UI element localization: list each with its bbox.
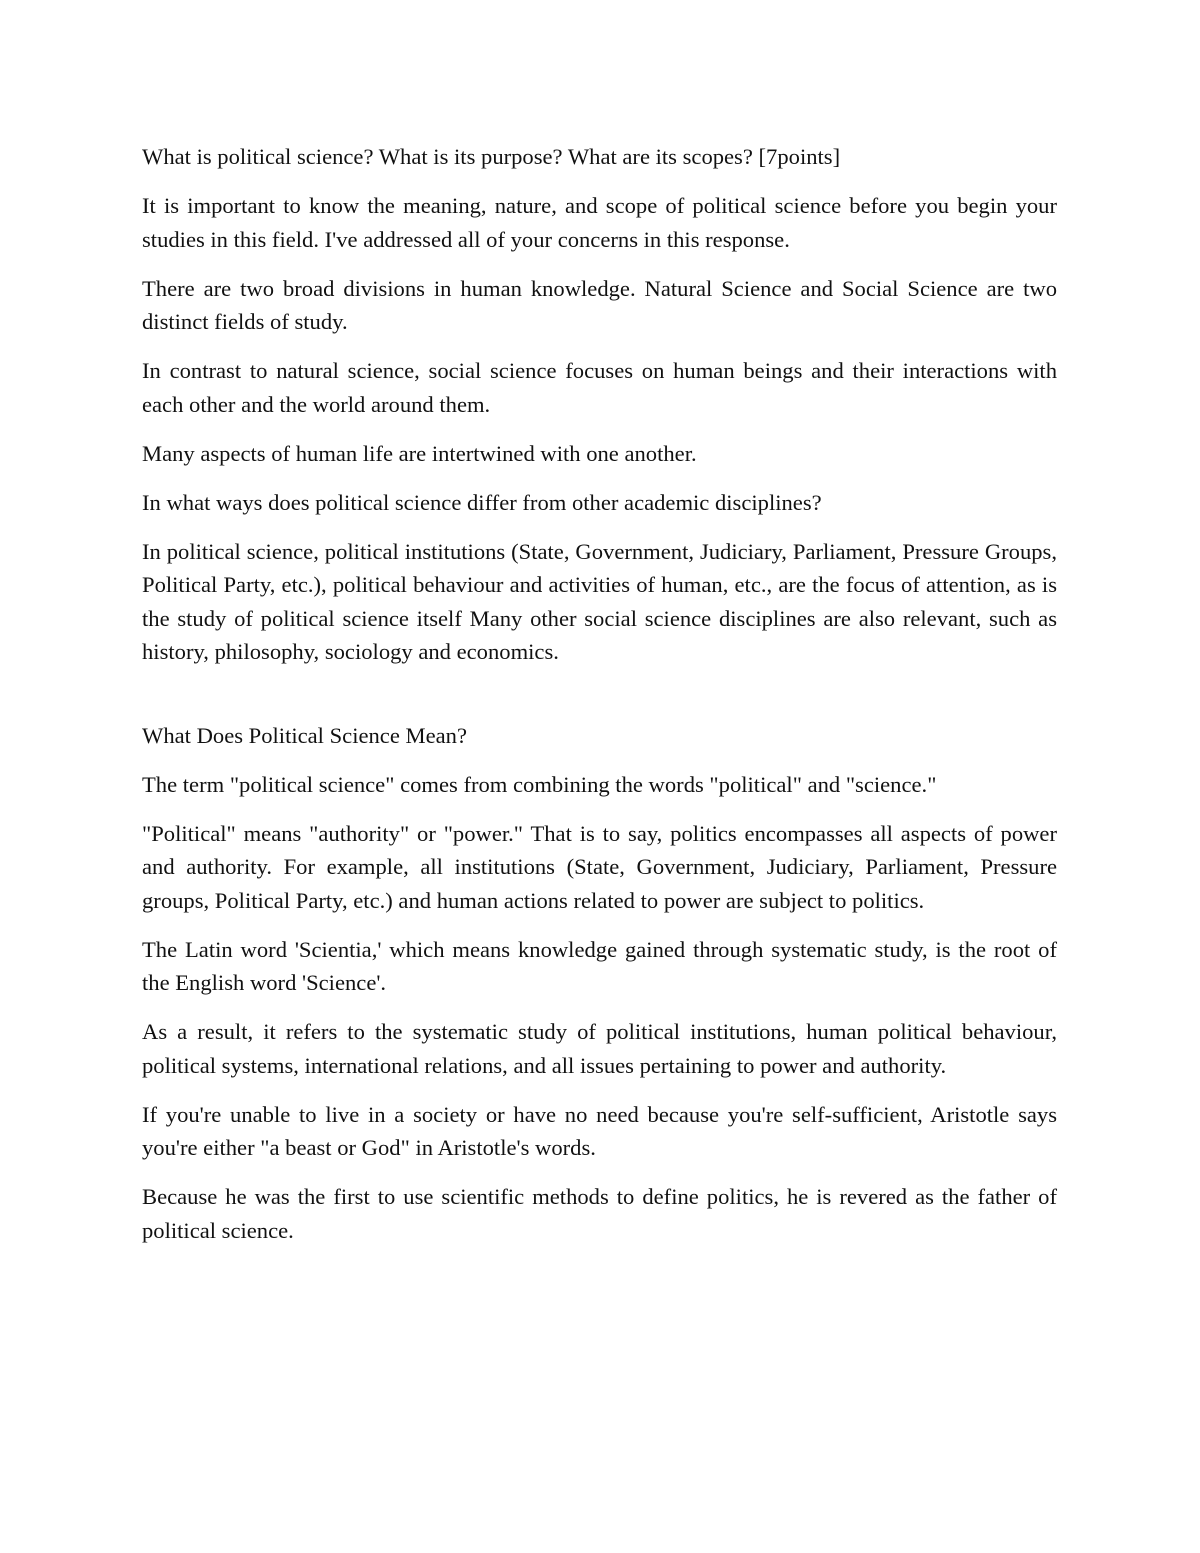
question-heading: What is political science? What is its purpose? What are its scopes? [7points]: [142, 144, 841, 169]
disciplines-question: In what ways does political science differ from other academic disciplines?: [142, 489, 822, 515]
knowledge-divisions-paragraph: There are two broad divisions in human knowledge. Natural Science and Social Science are two distinct fields of study.: [142, 275, 1057, 334]
systematic-study-paragraph: As a result, it refers to the systematic study of political institutions, human political behaviour, political systems, international relations, and all issues pertaining to power and authority.: [142, 1019, 1057, 1078]
intro-paragraph: It is important to know the meaning, nature, and scope of political science before you begin your studies in this field. I've addressed all of your concerns in this response.: [142, 193, 1057, 252]
political-meaning-paragraph: "Political" means "authority" or "power." That is to say, politics encompasses all aspects of power and authority. For example, all institutions (State, Government, Judiciary, Parliament, Pressure groups, Political Party, etc.) and human actions related to power are subject to politics.: [142, 820, 1057, 913]
human-life-paragraph: Many aspects of human life are intertwined with one another.: [142, 440, 697, 466]
aristotle-quote-paragraph: If you're unable to live in a society or have no need because you're self-sufficient, Aristotle says you're either "a beast or God" in Aristotle's words.: [142, 1101, 1057, 1160]
father-of-political-science-paragraph: Because he was the first to use scientific methods to define politics, he is revered as the father of political science.: [142, 1184, 1057, 1243]
term-origin-paragraph: The term "political science" comes from combining the words "political" and "science.": [142, 771, 937, 797]
document-body: [142, 140, 1057, 1263]
political-institutions-paragraph: In political science, political institutions (State, Government, Judiciary, Parliament, Pressure Groups, Political Party, etc.), political behaviour and activities of human, etc., are the focus of attention, as is the study of political science itself Many other social science disciplines are also relevant, such as history, philosophy, sociology and economics.: [142, 538, 1057, 664]
latin-word-paragraph: The Latin word 'Scientia,' which means knowledge gained through systematic study, is the root of the English word 'Science'.: [142, 936, 1057, 995]
social-science-paragraph: In contrast to natural science, social science focuses on human beings and their interactions with each other and the world around them.: [142, 358, 1057, 417]
section-heading: What Does Political Science Mean?: [142, 722, 467, 748]
